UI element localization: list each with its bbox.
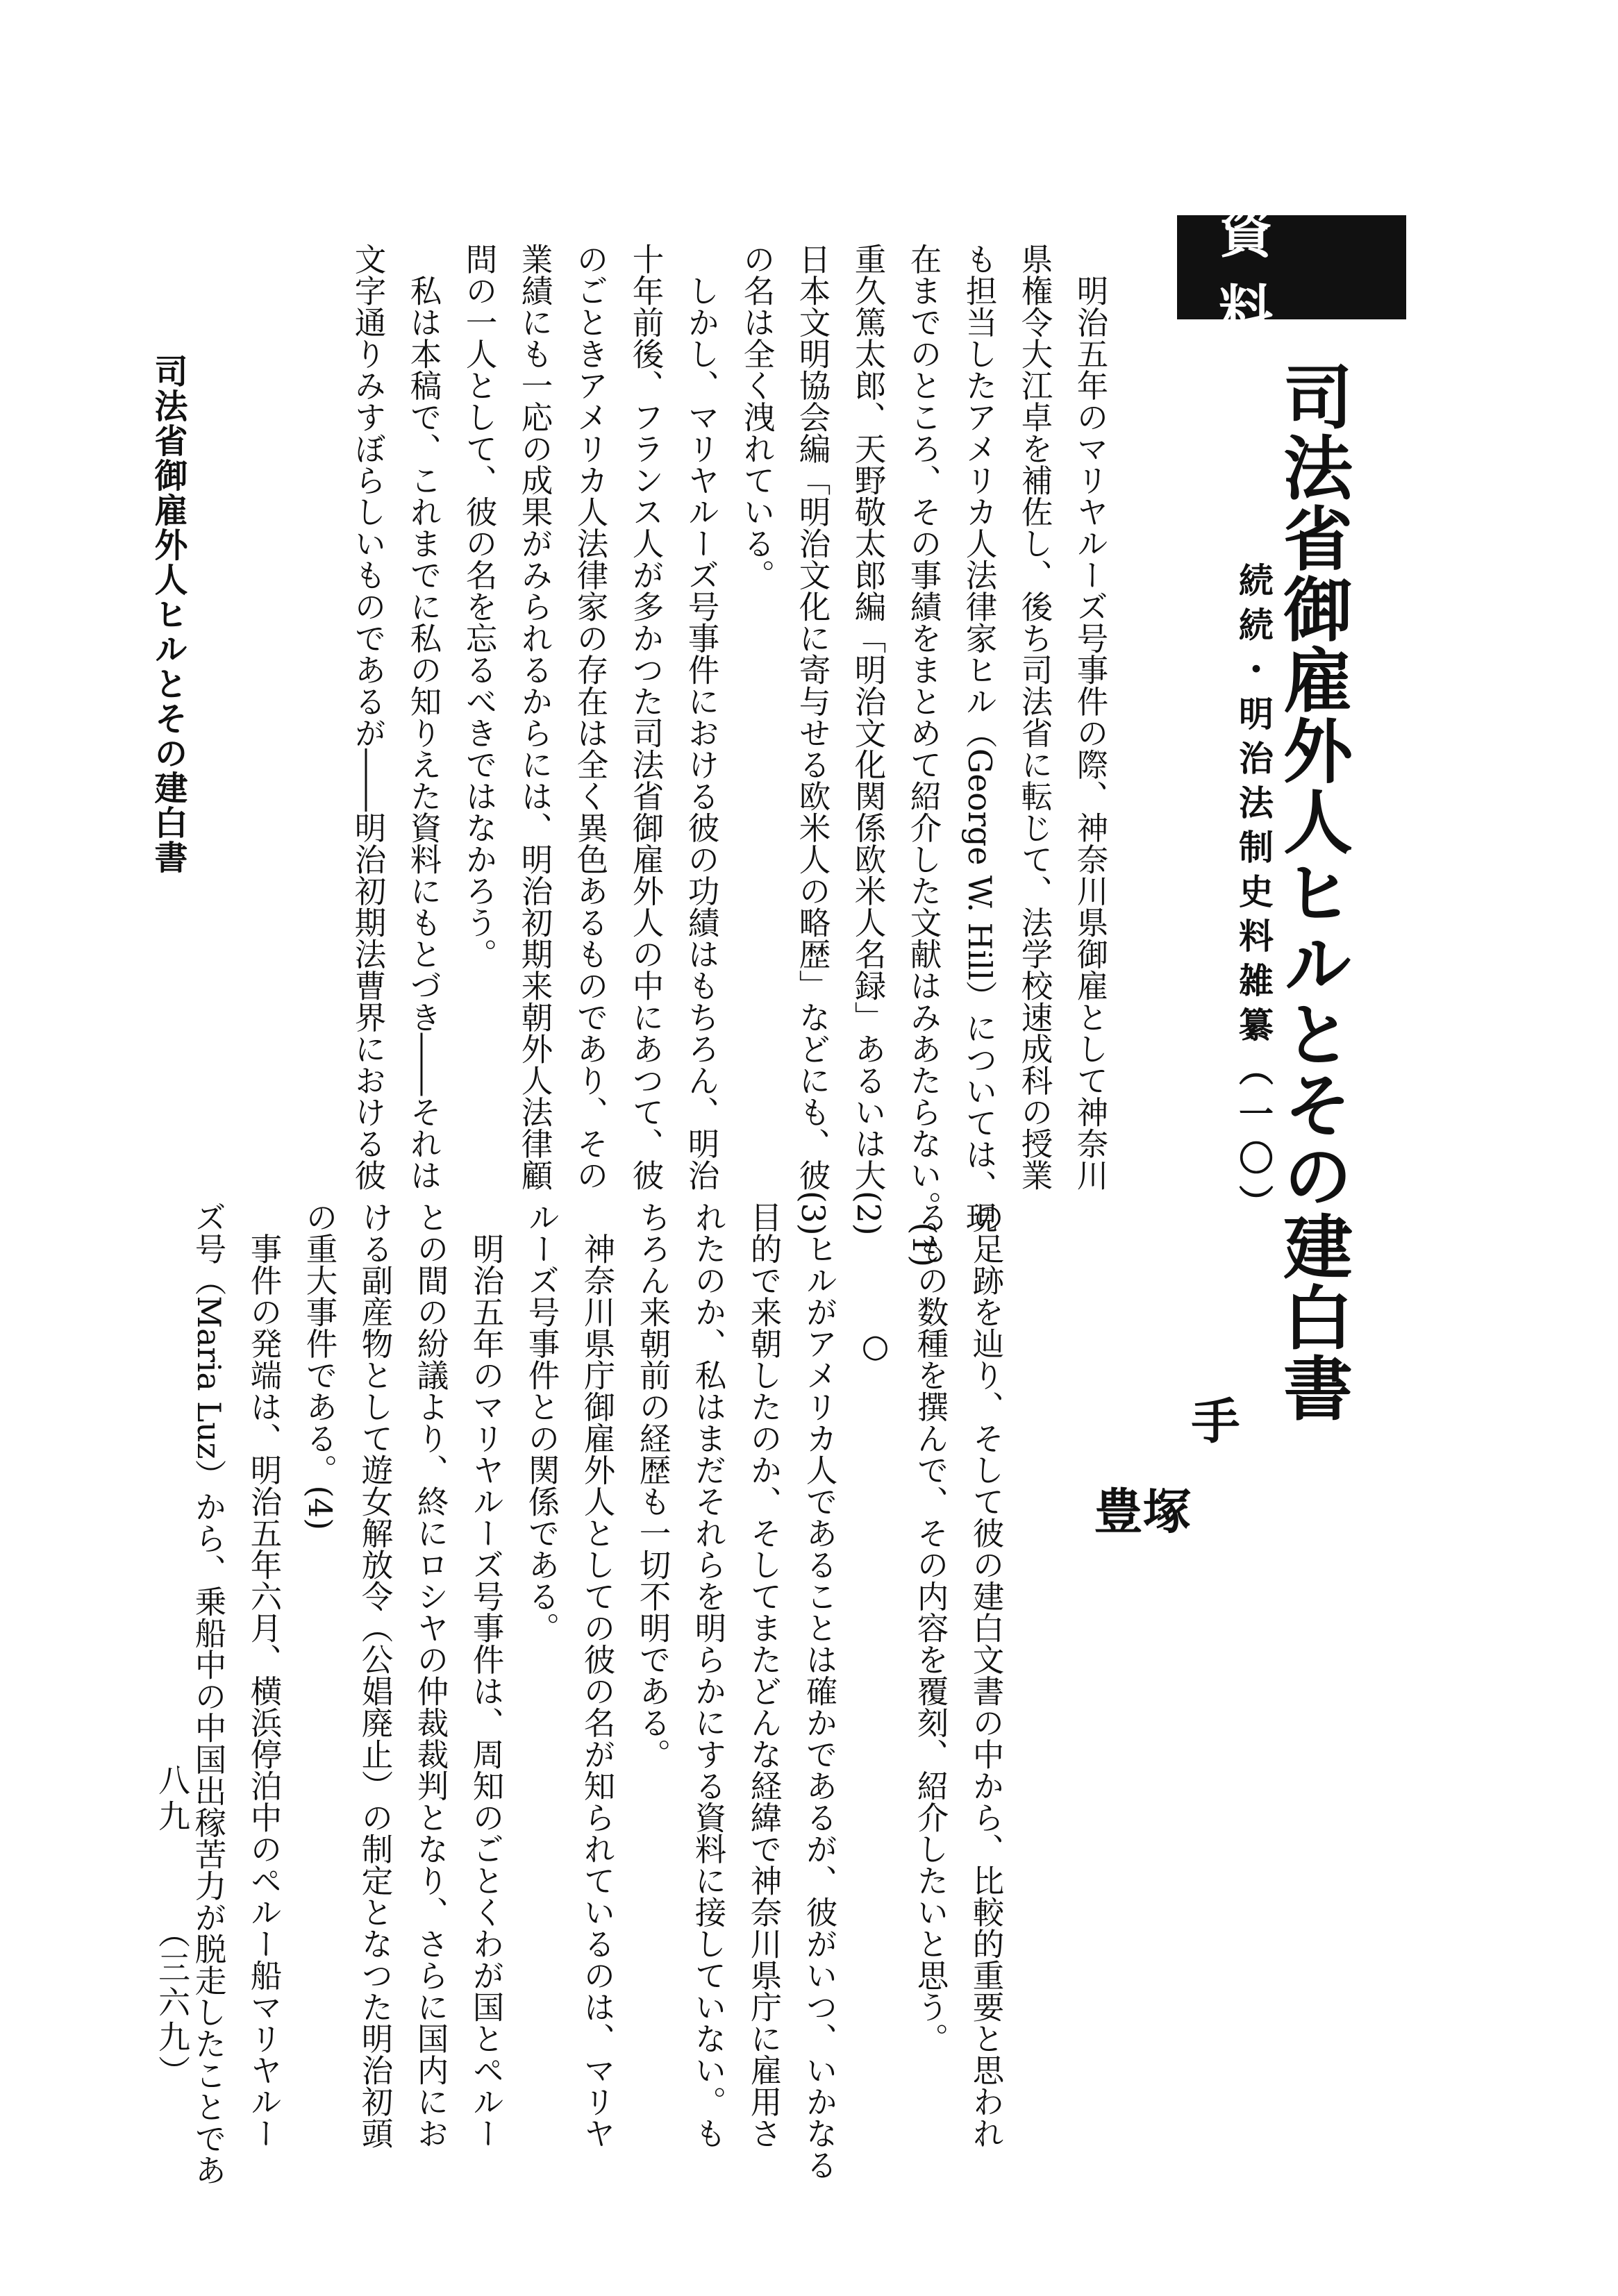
body-line: 明治五年のマリヤルーズ号事件は、周知のごとくわが国とペルー xyxy=(468,1201,505,2149)
body-line: 業績にも一応の成果がみられるからには、明治初期来朝外人法律顧 xyxy=(517,243,553,1191)
body-column-upper xyxy=(215,243,1118,1267)
page-number-cumulative: （三六九） xyxy=(153,1916,191,2090)
body-line: 問の一人として、彼の名を忘るべきではなかろう。 xyxy=(461,243,498,970)
body-line: 在までのところ、その事績をまとめて紹介した文献はみあたらない。(1) xyxy=(906,243,942,1267)
article-subtitle: 続続・明治法制史料雑纂（一〇） xyxy=(1233,562,1274,1229)
body-line: 文字通りみすぼらしいものであるが――明治初期法曹界における彼 xyxy=(350,243,387,1191)
running-title: 司法省御雇外人ヒルとその建白書 xyxy=(149,354,187,875)
body-line: 神奈川県庁御雇外人としての彼の名が知られているのは、マリヤ xyxy=(579,1201,616,2149)
body-line: 県権令大江卓を補佐し、後ち司法省に転じて、法学校速成科の授業 xyxy=(1017,243,1053,1191)
body-line: ズ号（Maria Luz）から、乗船中の中国出稼苦力が脱走したことであ xyxy=(190,1201,227,2186)
body-line: 日本文明協会編「明治文化に寄与せる欧米人の略歴」などにも、彼(3) xyxy=(794,243,831,1236)
body-line: の重大事件である。(4) xyxy=(301,1201,338,1530)
body-line: ルーズ号事件との関係である。 xyxy=(524,1201,560,1643)
body-line: 事件の発端は、明治五年六月、横浜停泊中のペルー船マリヤルー xyxy=(246,1201,283,2149)
author-char: 塚 xyxy=(1135,1486,1192,1534)
body-line: 明治五年のマリヤルーズ号事件の際、神奈川県御雇として神奈川 xyxy=(1072,243,1109,1191)
body-line: も担当したアメリカ人法律家ヒル（George W. Hill）については、現 xyxy=(961,243,998,1234)
author-name xyxy=(1086,1396,1241,1534)
body-line: 目的で来朝したのか、そしてまたどんな経緯で神奈川県庁に雇用さ xyxy=(746,1201,783,2149)
author-char: 手 xyxy=(1183,1396,1241,1444)
page-number: 八九 xyxy=(153,1763,191,1836)
body-column-lower xyxy=(190,1201,1014,2187)
body-line: のごときアメリカ人法律家の存在は全く異色あるものであり、その xyxy=(572,243,609,1191)
body-line: しかし、マリヤルーズ号事件における彼の功績はもちろん、明治 xyxy=(683,243,720,1191)
body-line: るもの数種を撰んで、その内容を覆刻、紹介したいと思う。 xyxy=(912,1201,949,2054)
body-line: ちろん来朝前の経歴も一切不明である。 xyxy=(635,1201,672,1770)
author-char: 豊 xyxy=(1086,1486,1144,1534)
body-line: 十年前後、フランス人が多かつた司法省御雇外人の中にあつて、彼 xyxy=(628,243,665,1191)
article-title: 司法省御雇外人ヒルとその建白書 xyxy=(1271,361,1353,1423)
body-line: の足跡を辿り、そして彼の建白文書の中から、比較的重要と思われ xyxy=(968,1201,1005,2149)
body-line: 私は本稿で、これまでに私の知りえた資料にもとづき――それは xyxy=(406,243,442,1191)
body-line: 重久篤太郎、天野敬太郎編「明治文化関係欧米人名録」あるいは大(2) xyxy=(850,243,887,1236)
body-line: れたのか、私はまだそれらを明らかにする資料に接していない。も xyxy=(690,1201,727,2149)
section-badge: 資料 xyxy=(1177,215,1406,319)
body-line: との間の紛議より、終にロシヤの仲裁裁判となり、さらに国内にお xyxy=(412,1201,449,2149)
section-divider-circle: ○ xyxy=(857,1327,894,1364)
body-line: ける副産物として遊女解放令（公娼廃止）の制定となつた明治初頭 xyxy=(357,1201,394,2149)
body-line: の名は全く洩れている。 xyxy=(739,243,776,591)
body-line: ヒルがアメリカ人であることは確かであるが、彼がいつ、いかなる xyxy=(801,1201,838,2181)
